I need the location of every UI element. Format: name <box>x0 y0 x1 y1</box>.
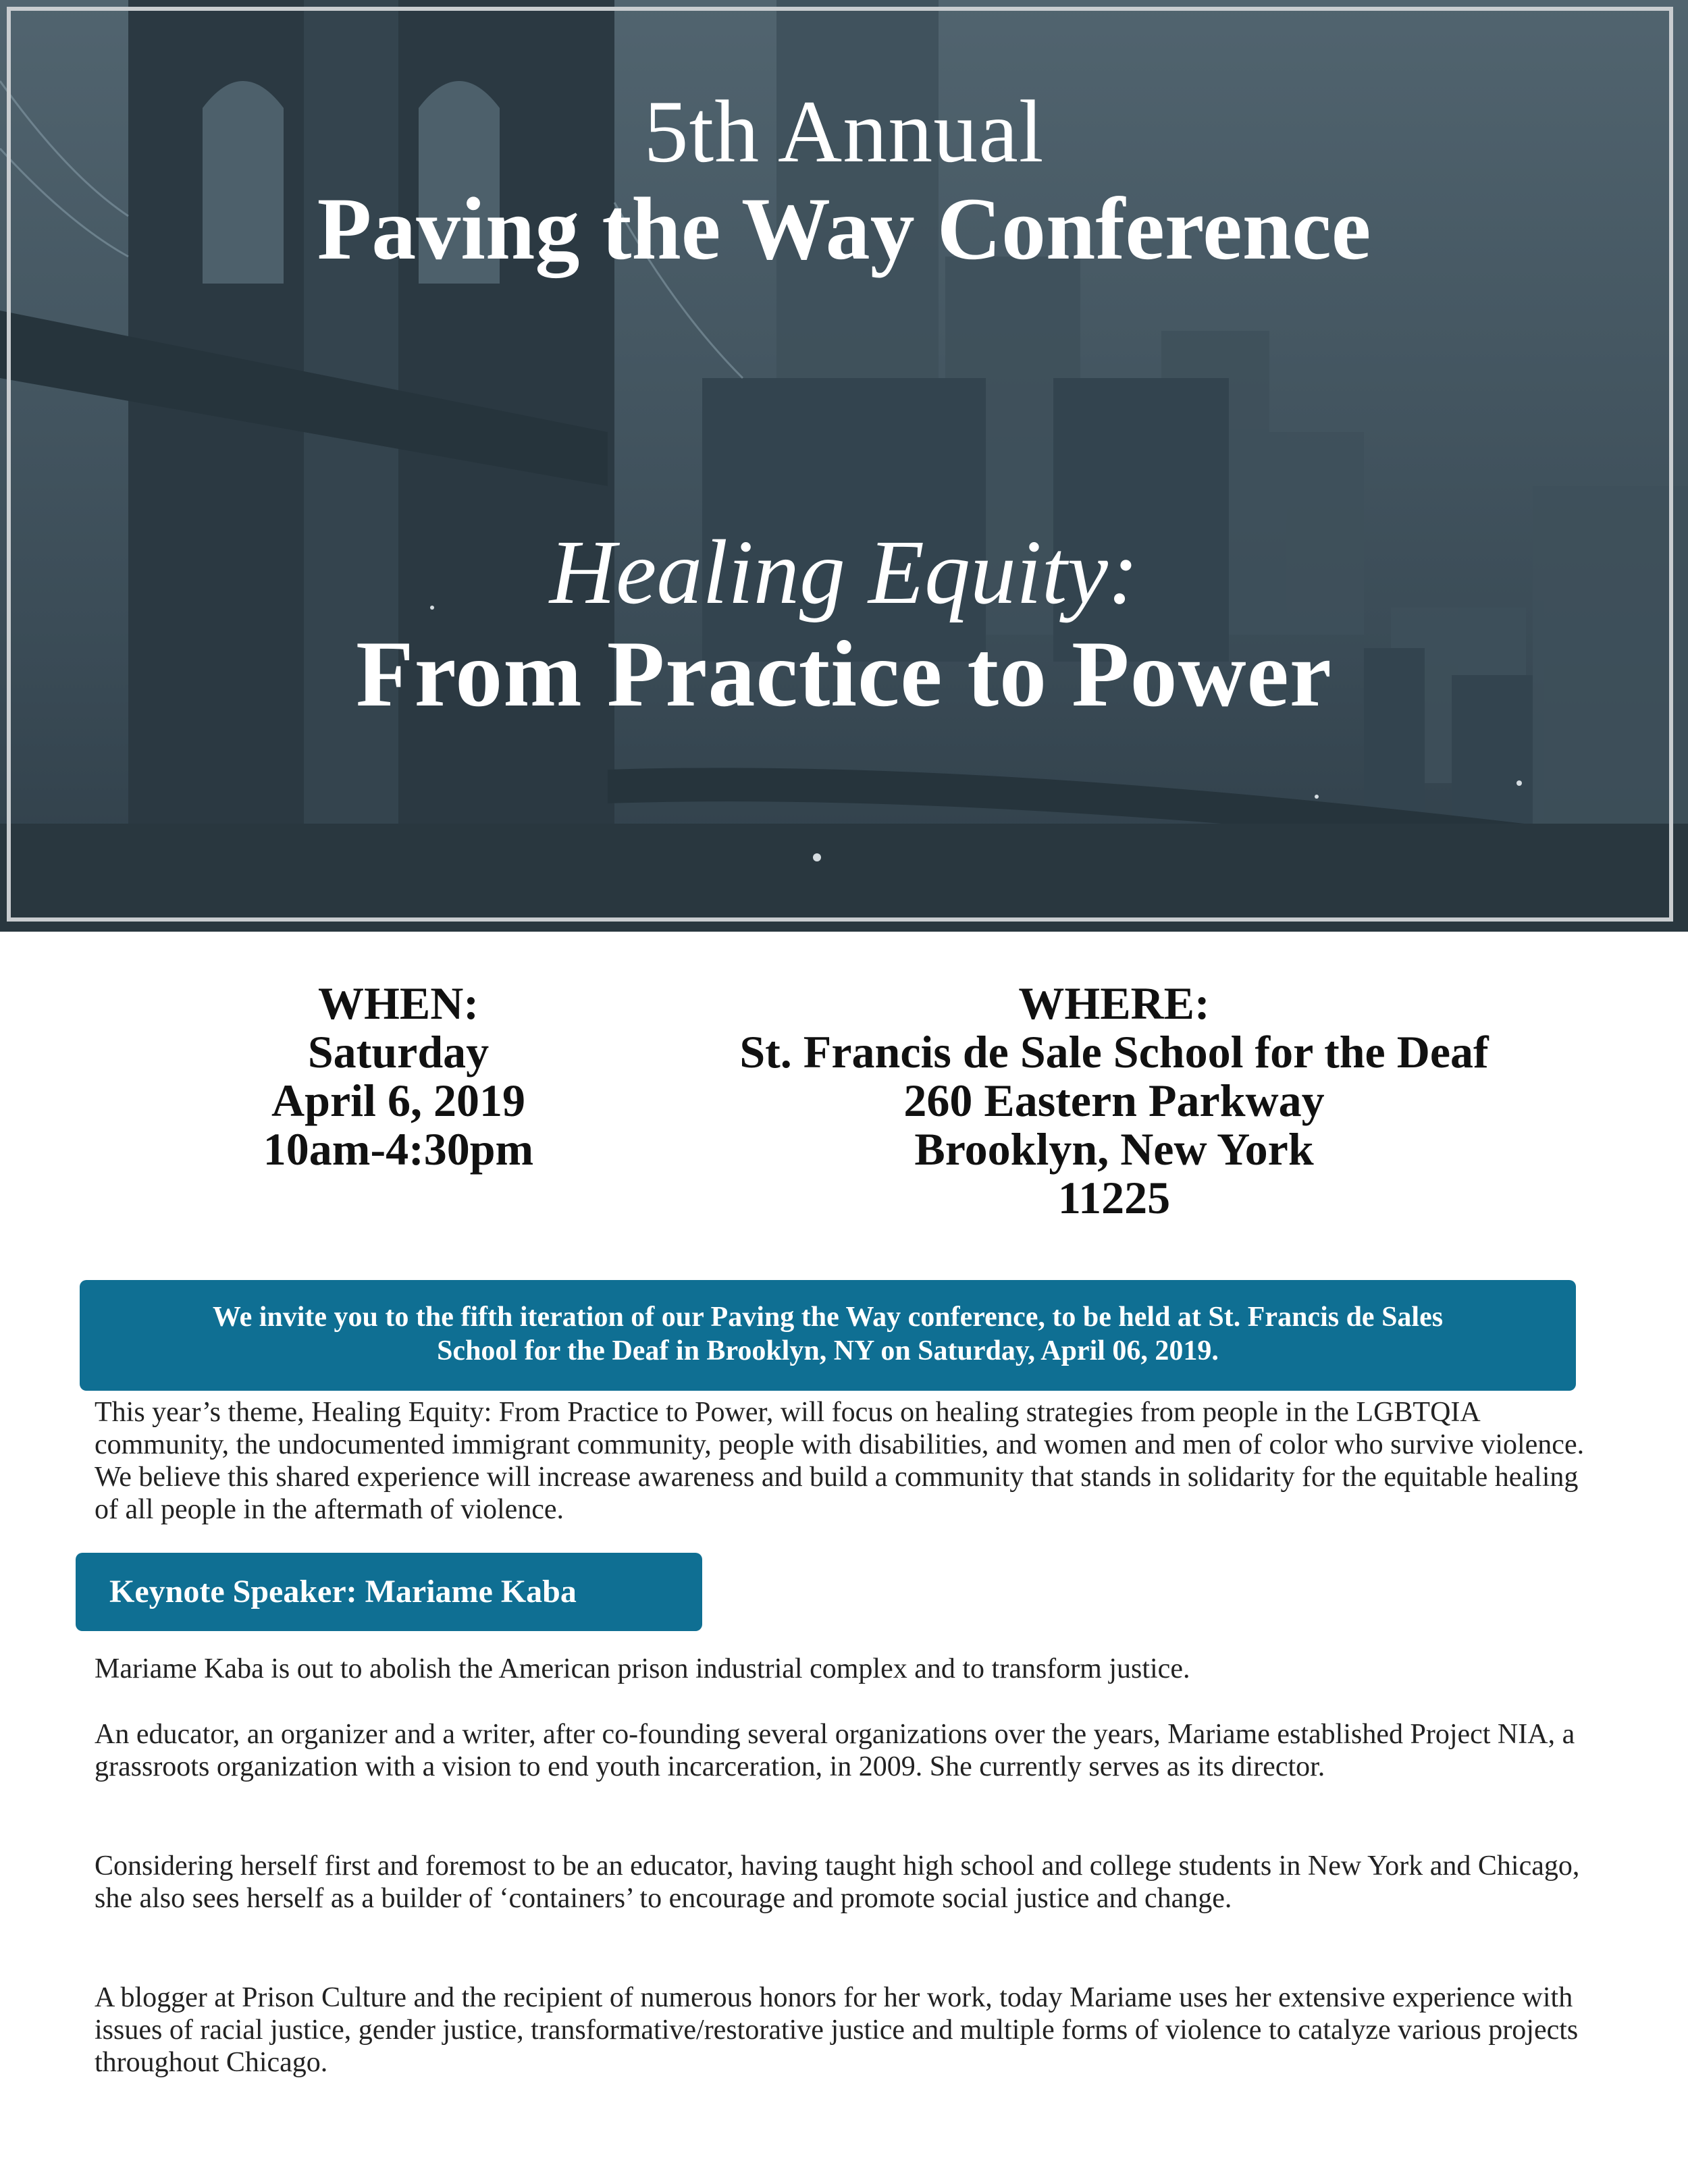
invite-banner <box>80 1280 1576 1391</box>
where-heading: WHERE: <box>1018 978 1210 1029</box>
bio-paragraph-4: A blogger at Prison Culture and the recipient of numerous honors for her work, today Mariame uses her extensive experience with issues of racial justice, gender justice, transformative/restorative justice and multiple forms of violence to catalyze various projects throughout Chicago. <box>95 1982 1579 2078</box>
annual-label: 5th Annual <box>643 82 1045 181</box>
theme-title: Healing Equity: <box>549 522 1139 623</box>
where-block <box>675 979 1553 1222</box>
where-city: Brooklyn, New York <box>914 1123 1314 1175</box>
when-time: 10am-4:30pm <box>263 1123 534 1175</box>
where-venue: St. Francis de Sale School for the Deaf <box>739 1026 1489 1077</box>
bio-paragraph-1: Mariame Kaba is out to abolish the American prison industrial complex and to transform justice. <box>95 1653 1190 1684</box>
when-date: April 6, 2019 <box>271 1075 525 1126</box>
when-block <box>230 979 567 1173</box>
invite-line-2: School for the Deaf in Brooklyn, NY on Saturday, April 06, 2019. <box>437 1335 1219 1366</box>
where-street: 260 Eastern Parkway <box>903 1075 1325 1126</box>
bio-paragraph-2: An educator, an organizer and a writer, after co-founding several organizations over the years, Mariame established Project NIA, a grassroots organization with a vision to end youth incarceration, in 2009. She currently serves as its director. <box>95 1719 1575 1782</box>
bio-paragraph-3: Considering herself first and foremost to be an educator, having taught high school and college students in New York and Chicago, she also sees herself as a builder of ‘containers’ to encourage and promote social justice and change. <box>95 1850 1580 1914</box>
where-zip: 11225 <box>1057 1172 1171 1223</box>
theme-paragraph: This year’s theme, Healing Equity: From Practice to Power, will focus on healing strategies from people in the LGBTQIA community, the undocumented immigrant community, people with disabilities, and women and men of color who survive violence. We believe this shared experience will increase awareness and build a community that stands in solidarity for the equitable healing of all people in the aftermath of violence. <box>95 1397 1585 1525</box>
hero-banner <box>0 0 1688 932</box>
when-day: Saturday <box>307 1026 490 1077</box>
keynote-banner: Keynote Speaker: Mariame Kaba <box>76 1553 702 1631</box>
theme-subtitle: From Practice to Power <box>356 622 1332 726</box>
invite-line-1: We invite you to the fifth iteration of our Paving the Way conference, to be held at St. Francis de Sales <box>212 1302 1444 1333</box>
when-heading: WHEN: <box>318 978 479 1029</box>
conference-title: Paving the Way Conference <box>317 179 1371 278</box>
